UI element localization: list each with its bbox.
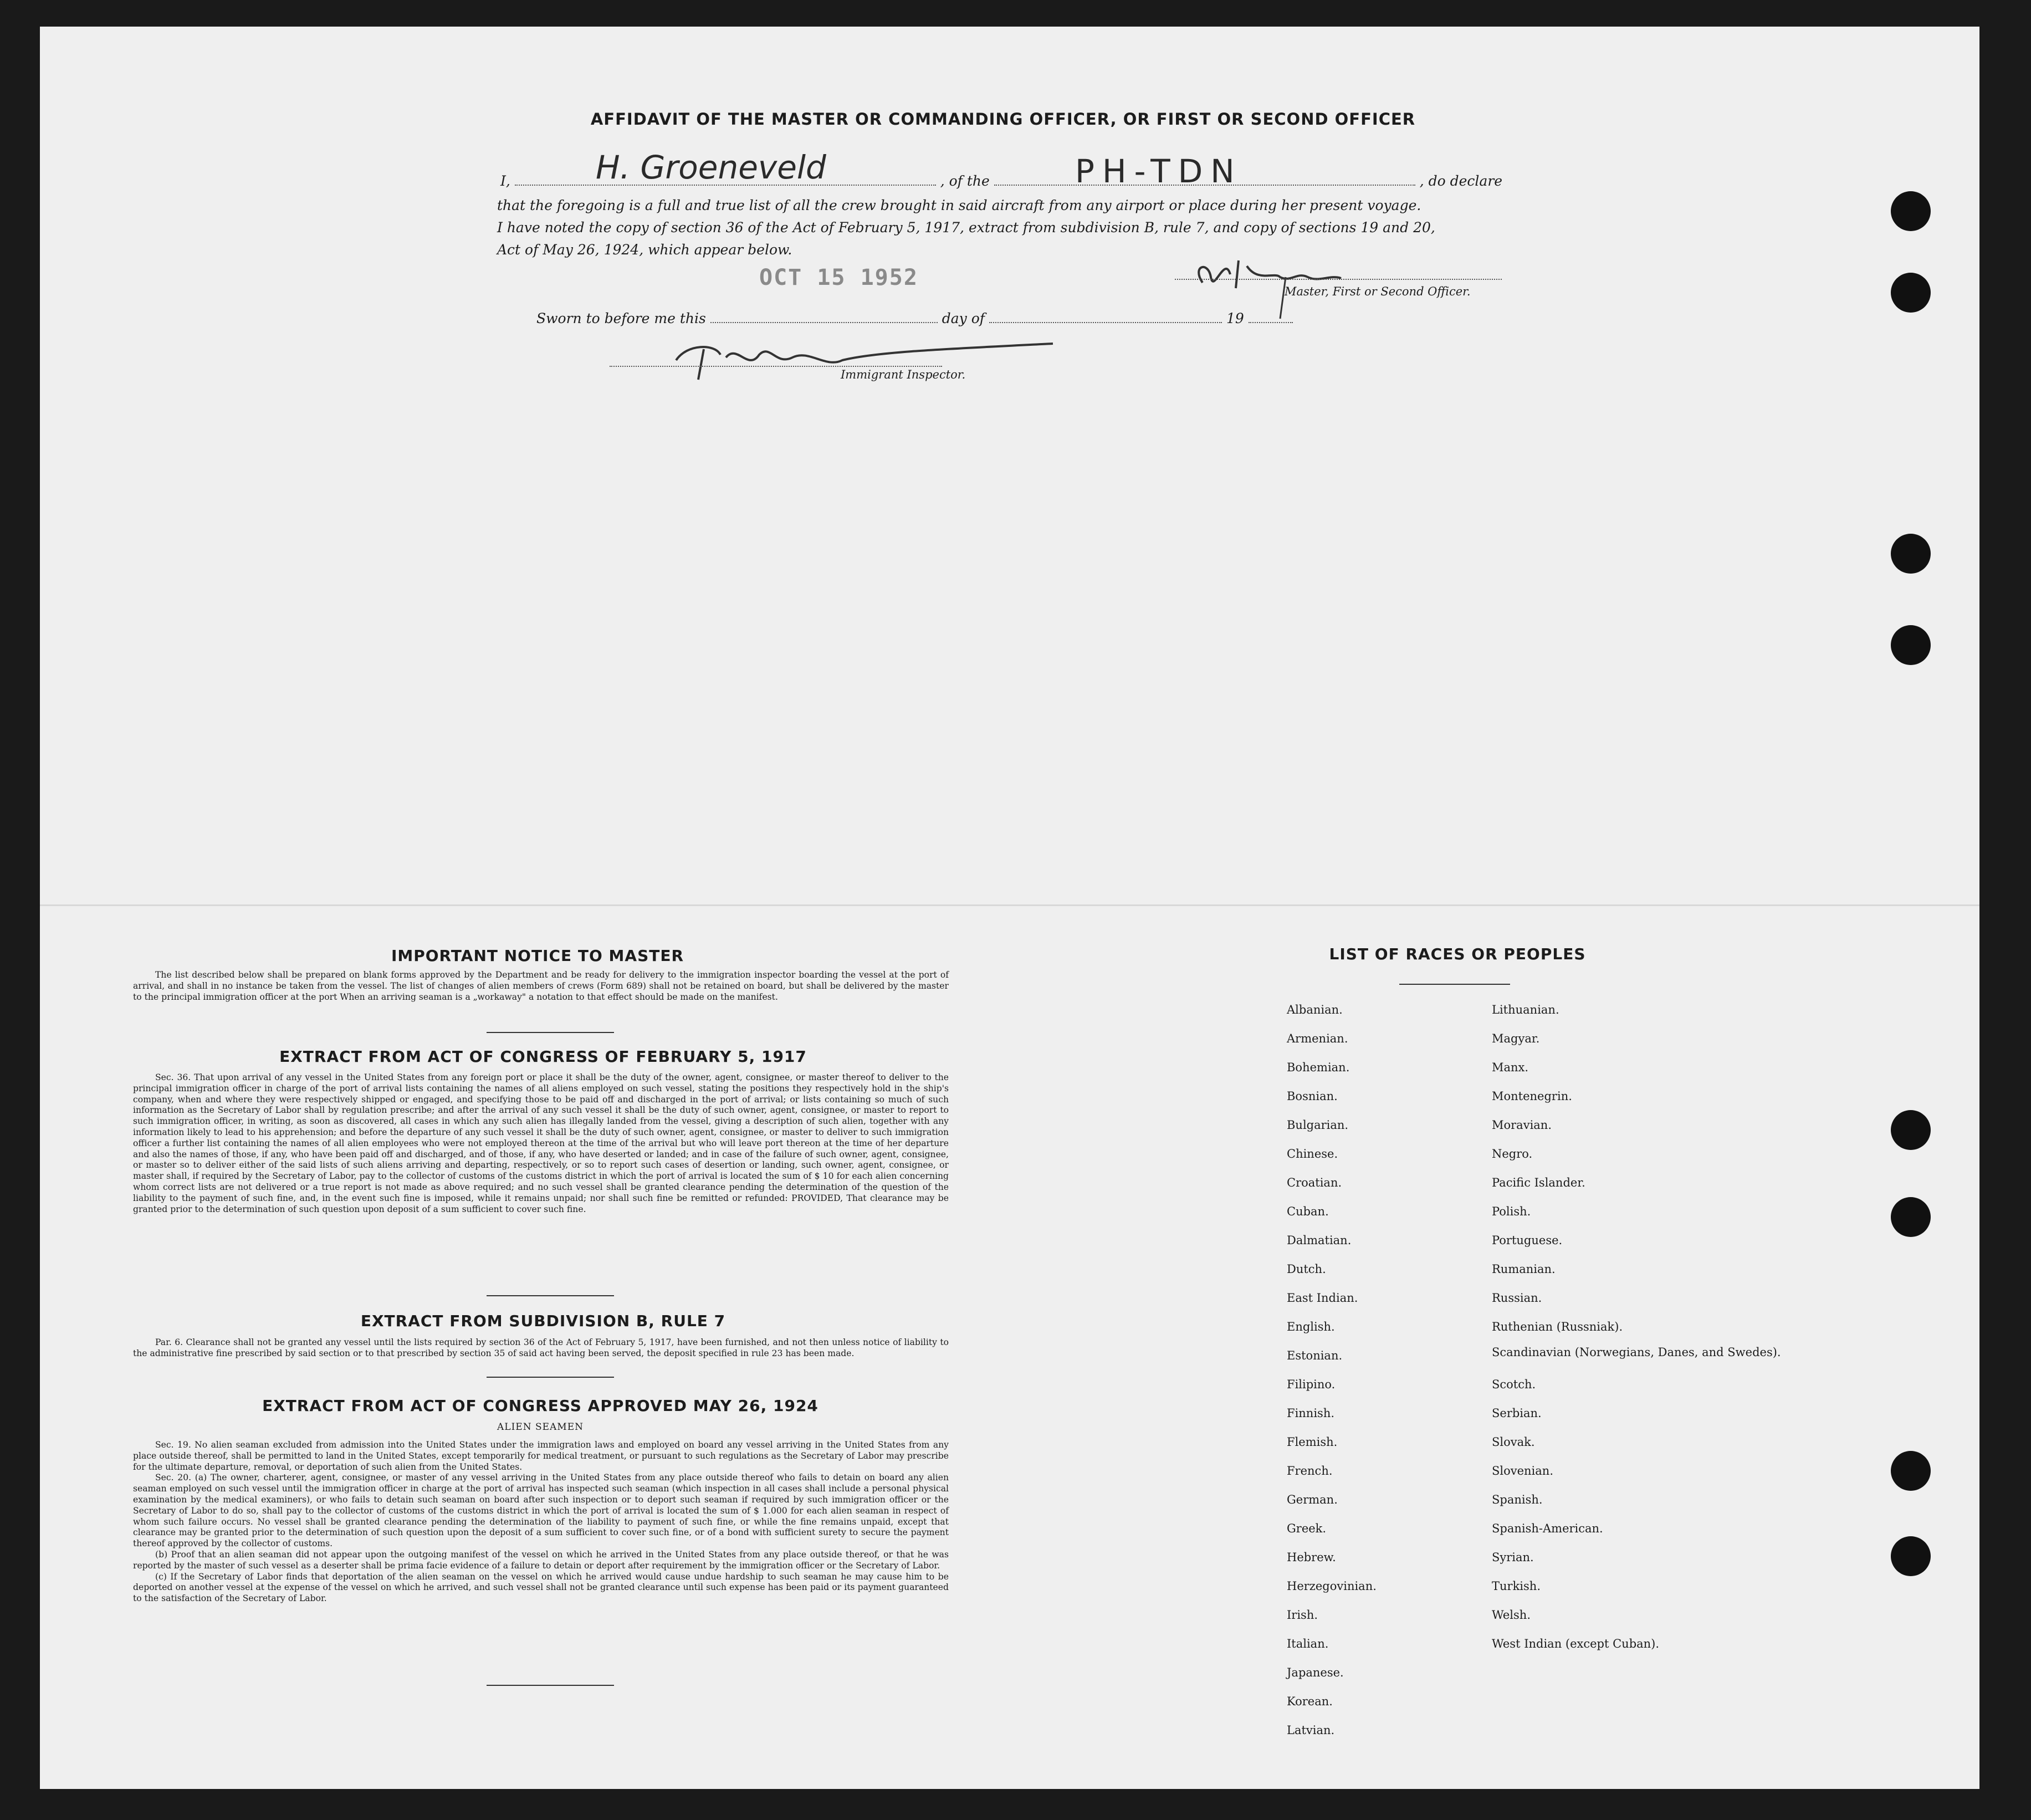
race-item: Polish. xyxy=(1492,1205,1531,1218)
race-item: Spanish-American. xyxy=(1492,1522,1603,1535)
races-column-2 xyxy=(1492,995,1781,1658)
race-item: Flemish. xyxy=(1287,1435,1338,1449)
punch-hole xyxy=(1891,273,1931,313)
race-item: English. xyxy=(1287,1320,1335,1333)
race-item: Moravian. xyxy=(1492,1118,1552,1132)
extract-1917-text: Sec. 36. That upon arrival of any vessel in the United States from any foreign port or place it shall be the duty of the owner, agent, consignee, or master thereof to deliver to the principal immigration officer in charge of the port of arrival lists containing the names of all aliens employed on such vessel, stating the positions they respectively hold in the ship's company, when and where they were respectively shipped or engaged, and specifying those to be paid off and discharged in the port of arrival; or lists containing so much of such information as the Secretary of Labor shall by regulation prescribe; and after the arrival of any such vessel it shall be the duty of such owner, agent, consignee, or master to report to such immigration officer, in writing, as soon as discovered, all cases in which any such alien has illegally landed from the vessel, giving a description of such alien, together with any information likely to lead to his apprehension; and before the departure of any such vessel it shall be the duty of such owner, agent, consignee, or master to deliver to such immigration officer a further list containing the names of all alien employees who were not employed thereon at the time of the arrival but who will leave port thereon at the time of her departure and also the names of those, if any, who have been paid off and discharged, and of those, if any, who have deserted or landed; and in case of the failure of such owner, agent, consignee, or master so to deliver either of the said lists of such aliens arriving and departing, respectively, or so to report such cases of desertion or landing, such owner, agent, consignee, or master shall, if required by the Secretary of Labor, pay to the collector of customs of the customs district in which the port of arrival is located the sum of $ 10 for each alien concerning whom correct lists are not delivered or a true report is not made as above required; and no such vessel shall be granted clearance pending the determination of the question of the liability to the payment of such fine, and, in the event such fine is imposed, while it remains unpaid; nor shall such fine be remitted or refunded: PROVIDED, That clearance may be granted prior to the determination of such question upon deposit of a sum sufficient to cover such fine. xyxy=(133,1072,949,1214)
race-item: Dalmatian. xyxy=(1287,1234,1352,1247)
punch-hole xyxy=(1891,1110,1931,1150)
race-item: Turkish. xyxy=(1492,1579,1541,1593)
alien-seamen-subtitle: ALIEN SEAMEN xyxy=(497,1422,584,1433)
punch-hole xyxy=(1891,1451,1931,1491)
race-item: Spanish. xyxy=(1492,1493,1543,1506)
race-item: West Indian (except Cuban). xyxy=(1492,1637,1660,1650)
race-item: Albanian. xyxy=(1287,1003,1343,1016)
affidavit-line-3: I have noted the copy of section 36 of the Act of February 5, 1917, extract from subdivision B, rule 7, and copy of sections 19 and 20, xyxy=(497,219,1435,236)
race-item: Hebrew. xyxy=(1287,1551,1336,1564)
handwritten-aircraft-registration: PH-TDN xyxy=(1075,152,1242,190)
race-item: Manx. xyxy=(1492,1061,1529,1074)
race-item: Negro. xyxy=(1492,1147,1533,1160)
act-1924-text xyxy=(133,1440,949,1604)
race-item: Slovak. xyxy=(1492,1435,1535,1449)
punch-hole xyxy=(1891,534,1931,574)
race-item: Filipino. xyxy=(1287,1378,1336,1391)
affidavit-do-declare: , do declare xyxy=(1419,173,1503,189)
race-item: French. xyxy=(1287,1464,1333,1478)
section-20b: (b) Proof that an alien seaman did not appear upon the outgoing manifest of the vessel on which he arrived in the United States from any place outside thereof, or that he was reported by the master of such vessel as a deserter shall be prima facie evidence of a failure to detain or deport after requirement by the immigration officer or the Secretary of Labor. xyxy=(133,1549,949,1571)
affidavit-of-the: , of the xyxy=(940,173,990,189)
race-item: Croatian. xyxy=(1287,1176,1342,1189)
race-item: Russian. xyxy=(1492,1291,1542,1305)
punch-hole xyxy=(1891,1197,1931,1237)
rule7-title: EXTRACT FROM SUBDIVISION B, RULE 7 xyxy=(360,1312,726,1330)
rule7-text: Par. 6. Clearance shall not be granted any vessel until the lists required by section 36 of the Act of February 5, 1917, have been furnished, and not then unless notice of liability to the administrative fine prescribed by said section or to that prescribed by section 35 of said act having been served, the deposit specified in rule 23 has been made. xyxy=(133,1337,949,1358)
race-item: Montenegrin. xyxy=(1492,1090,1572,1103)
races-title: LIST OF RACES OR PEOPLES xyxy=(1329,945,1586,963)
race-item: Magyar. xyxy=(1492,1032,1540,1045)
affidavit-i: I, xyxy=(500,173,510,189)
race-item: Dutch. xyxy=(1287,1262,1326,1276)
race-item: Scotch. xyxy=(1492,1378,1536,1391)
date-stamp: OCT 15 1952 xyxy=(759,265,918,290)
section-19: Sec. 19. No alien seaman excluded from admission into the United States under the immigration laws and employed on board any vessel arriving in the United States from any place outside thereof, shall be permitted to land in the United States, except temporarily for medical treatment, or pursuant to such regulations as the Secretary of Labor may prescribe for the ultimate departure, removal, or deportation of such alien from the United States. xyxy=(133,1440,949,1472)
divider xyxy=(487,1685,614,1686)
sworn-prefix: Sworn to before me this xyxy=(536,310,706,326)
race-item: Finnish. xyxy=(1287,1407,1335,1420)
affidavit-line-4: Act of May 26, 1924, which appear below. xyxy=(497,242,792,258)
punch-hole xyxy=(1891,625,1931,665)
fold-crease xyxy=(40,904,1979,906)
race-item: Portuguese. xyxy=(1492,1234,1563,1247)
inspector-line xyxy=(610,366,942,367)
race-item: Japanese. xyxy=(1287,1666,1344,1679)
handwritten-name: H. Groeneveld xyxy=(596,149,826,186)
race-item: Serbian. xyxy=(1492,1407,1542,1420)
notice-title: IMPORTANT NOTICE TO MASTER xyxy=(391,947,684,965)
race-item: Korean. xyxy=(1287,1695,1333,1708)
notice-text: The list described below shall be prepared on blank forms approved by the Department and be ready for delivery to the immigration inspector boarding the vessel at the port of arrival, and shall in no instance be taken from the vessel. The list of changes of alien members of crews (Form 689) shall not be retained on board, but shall be delivered by the master to the principal immigration officer at the port When an arriving seaman is a „workaway" a notation to that effect should be made on the manifest. xyxy=(133,970,949,1002)
race-item: Greek. xyxy=(1287,1522,1327,1535)
race-item: Irish. xyxy=(1287,1608,1318,1622)
race-item: Bosnian. xyxy=(1287,1090,1338,1103)
punch-hole xyxy=(1891,191,1931,231)
race-item: Welsh. xyxy=(1492,1608,1531,1622)
race-item: Rumanian. xyxy=(1492,1262,1556,1276)
punch-hole xyxy=(1891,1536,1931,1576)
race-item: Herzegovinian. xyxy=(1287,1579,1377,1593)
race-item: German. xyxy=(1287,1493,1338,1506)
inspector-caption: Immigrant Inspector. xyxy=(841,368,966,381)
race-item: Estonian. xyxy=(1287,1349,1343,1362)
affidavit-title: AFFIDAVIT OF THE MASTER OR COMMANDING OFFICER, OR FIRST OR SECOND OFFICER xyxy=(590,110,1416,129)
race-item: Armenian. xyxy=(1287,1032,1348,1045)
race-item: Chinese. xyxy=(1287,1147,1338,1160)
divider xyxy=(487,1032,614,1033)
signature-line xyxy=(1175,279,1502,280)
divider xyxy=(1399,984,1510,985)
race-item: Syrian. xyxy=(1492,1551,1534,1564)
sworn-line xyxy=(536,310,1293,326)
sworn-day: day of xyxy=(942,310,985,326)
sworn-year: 19 xyxy=(1226,310,1244,326)
divider xyxy=(487,1377,614,1378)
divider xyxy=(487,1295,614,1296)
race-item: Bohemian. xyxy=(1287,1061,1350,1074)
race-item: Pacific Islander. xyxy=(1492,1176,1585,1189)
race-item: Cuban. xyxy=(1287,1205,1329,1218)
race-item: Lithuanian. xyxy=(1492,1003,1559,1016)
section-20c: (c) If the Secretary of Labor finds that deportation of the alien seaman on the vessel on which he arrived would cause undue hardship to such seaman he may cause him to be deported on another vessel at the expense of the vessel on which he arrived, and such vessel shall not be granted clearance until such expense has been paid or its payment guaranteed to the satisfaction of the Secretary of Labor. xyxy=(133,1571,949,1604)
race-item: Slovenian. xyxy=(1492,1464,1553,1478)
race-item: Bulgarian. xyxy=(1287,1118,1349,1132)
signature-caption: Master, First or Second Officer. xyxy=(1285,285,1471,298)
race-item: Scandinavian (Norwegians, Danes, and Swedes). xyxy=(1492,1346,1781,1359)
race-item: Italian. xyxy=(1287,1637,1329,1650)
extract-1917-title: EXTRACT FROM ACT OF CONGRESS OF FEBRUARY 5, 1917 xyxy=(279,1047,807,1066)
race-item: Ruthenian (Russniak). xyxy=(1492,1320,1623,1333)
race-item: East Indian. xyxy=(1287,1291,1358,1305)
act-1924-title: EXTRACT FROM ACT OF CONGRESS APPROVED MAY 26, 1924 xyxy=(262,1397,818,1415)
affidavit-line-2: that the foregoing is a full and true list of all the crew brought in said aircraft from any airport or place during her present voyage. xyxy=(497,197,1421,213)
races-column-1 xyxy=(1287,995,1377,1745)
section-20a: Sec. 20. (a) The owner, charterer, agent, consignee, or master of any vessel arriving in the United States from any place outside thereof who fails to detain on board any alien seaman employed on such vessel until the immigration officer in charge at the port of arrival has inspected such seaman (which inspection in all cases shall include a personal physical examination by the medical examiners), or who fails to detain such seaman on board after such inspection or to deport such seaman if required by such immigration officer or the Secretary of Labor to do so, shall pay to the collector of customs of the customs district in which the port of arrival is located the sum of $ 1.000 for each alien seaman in respect of whom such failure occurs. No vessel shall be granted clearance pending the determination of the liability to payment of such fine, or while the fine remains unpaid, except that clearance may be granted prior to the determination of such question upon the deposit of a sum sufficient to cover such fine, or of a bond with sufficient surety to secure the payment thereof approved by the collector of customs. xyxy=(133,1473,949,1549)
race-item: Latvian. xyxy=(1287,1724,1335,1737)
